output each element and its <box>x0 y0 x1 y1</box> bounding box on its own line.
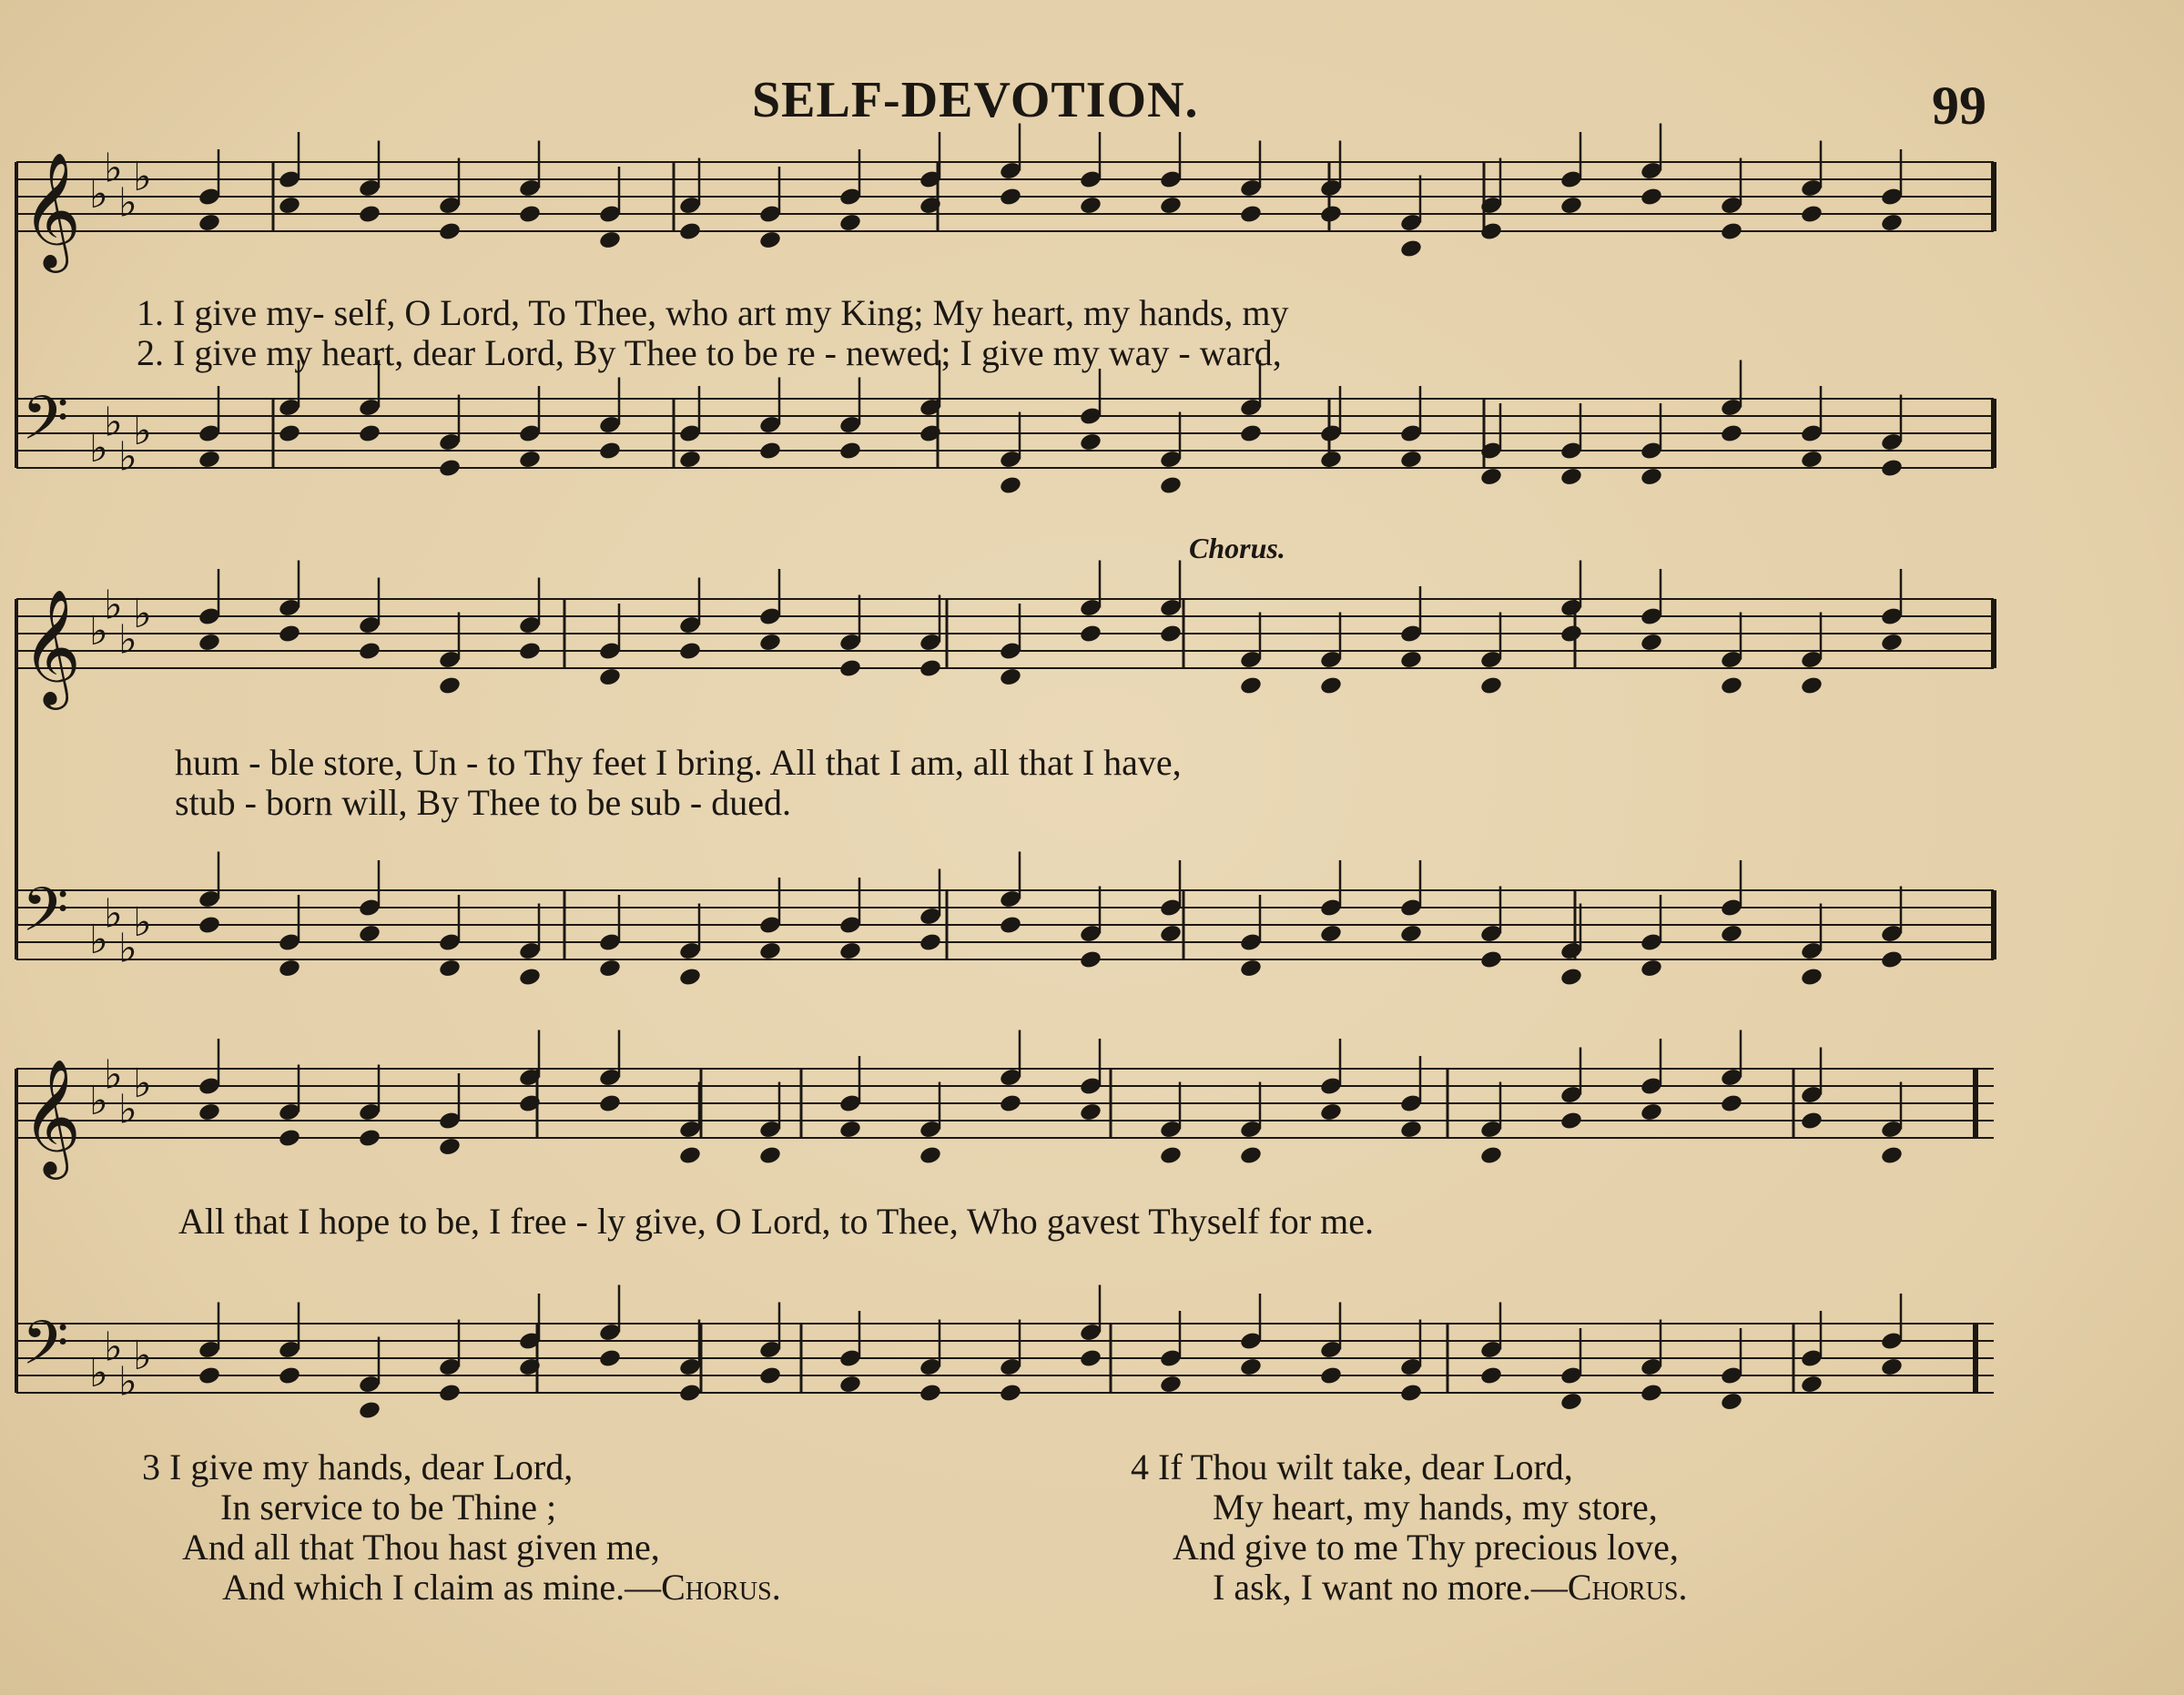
notehead-icon <box>838 212 862 233</box>
notehead-icon <box>1640 1101 1663 1122</box>
treble-clef-icon: 𝄞 <box>22 1058 82 1174</box>
notehead-icon <box>1399 1383 1423 1404</box>
notehead-icon <box>1559 195 1583 216</box>
flat-icon: ♭ <box>104 1051 123 1099</box>
treble-clef-icon: 𝄞 <box>22 151 82 268</box>
notehead-icon <box>278 624 301 645</box>
notehead-icon <box>598 1093 622 1114</box>
notehead-icon <box>1079 624 1102 645</box>
lyric-line-3: All that I hope to be, I free - ly give, O Lord, to Thee, Who gavest Thyself for me. <box>178 1201 1374 1242</box>
notehead-icon <box>198 915 221 936</box>
notehead-icon <box>198 449 221 470</box>
notehead-icon <box>678 221 702 242</box>
flat-icon: ♭ <box>89 1078 108 1124</box>
notehead-icon <box>438 958 462 979</box>
flat-icon: ♭ <box>118 433 137 481</box>
notehead-icon <box>358 1128 381 1149</box>
notehead-icon <box>1720 675 1743 696</box>
notehead-icon <box>999 666 1022 687</box>
treble-staff <box>16 1030 1994 1181</box>
notehead-icon <box>438 1383 462 1404</box>
flat-icon: ♭ <box>133 1061 152 1107</box>
notehead-icon <box>518 641 542 662</box>
notehead-icon <box>1159 923 1183 944</box>
flat-icon: ♭ <box>89 425 108 472</box>
flat-icon: ♭ <box>133 408 152 454</box>
notehead-icon <box>198 1365 221 1386</box>
notehead-icon <box>1159 1374 1183 1395</box>
notehead-icon <box>678 1383 702 1404</box>
notehead-icon <box>278 423 301 444</box>
flat-icon: ♭ <box>118 1086 137 1133</box>
notehead-icon <box>518 449 542 470</box>
notehead-icon <box>919 932 942 953</box>
notehead-icon <box>1640 1383 1663 1404</box>
notehead-icon <box>1720 1391 1743 1412</box>
notehead-icon <box>1880 458 1904 479</box>
notehead-icon <box>1399 449 1423 470</box>
notehead-icon <box>999 915 1022 936</box>
notehead-icon <box>1159 195 1183 216</box>
notehead-icon <box>1319 675 1343 696</box>
notehead-icon <box>1880 632 1904 653</box>
notehead-icon <box>919 1145 942 1166</box>
flat-icon: ♭ <box>89 917 108 963</box>
notehead-icon <box>1720 423 1743 444</box>
verse-3-line-2: In service to be Thine ; <box>220 1487 557 1528</box>
flat-icon: ♭ <box>89 1350 108 1396</box>
notehead-icon <box>1319 204 1343 225</box>
notehead-icon <box>1800 675 1823 696</box>
notehead-icon <box>1479 1145 1503 1166</box>
notehead-icon <box>758 229 782 250</box>
bass-staff <box>16 360 1994 496</box>
notehead-icon <box>1880 1145 1904 1166</box>
verse-3 <box>142 1447 781 1608</box>
notehead-icon <box>598 666 622 687</box>
notehead-icon <box>1399 923 1423 944</box>
flat-icon: ♭ <box>118 1358 137 1406</box>
notehead-icon <box>1399 649 1423 670</box>
notehead-icon <box>278 1128 301 1149</box>
notehead-icon <box>1640 958 1663 979</box>
notehead-icon <box>1079 1101 1102 1122</box>
verse-3-number: 3 <box>142 1446 160 1487</box>
notehead-icon <box>838 1119 862 1140</box>
notehead-icon <box>1880 949 1904 970</box>
notehead-icon <box>1319 1365 1343 1386</box>
notehead-icon <box>1079 1348 1102 1369</box>
notehead-icon <box>1800 449 1823 470</box>
notehead-icon <box>758 1365 782 1386</box>
notehead-icon <box>919 658 942 679</box>
notehead-icon <box>198 632 221 653</box>
notehead-icon <box>1399 1119 1423 1140</box>
notehead-icon <box>358 923 381 944</box>
notehead-icon <box>278 958 301 979</box>
verse-3-line-1: 3 I give my hands, dear Lord, <box>142 1446 574 1487</box>
notehead-icon <box>1239 423 1263 444</box>
notehead-icon <box>518 967 542 988</box>
hymn-title: SELF-DEVOTION. <box>752 72 1199 128</box>
notehead-icon <box>1479 466 1503 487</box>
notehead-icon <box>758 1145 782 1166</box>
notehead-icon <box>919 1383 942 1404</box>
notehead-icon <box>999 475 1022 496</box>
notehead-icon <box>598 441 622 462</box>
notehead-icon <box>1079 949 1102 970</box>
bass-staff <box>16 852 1994 988</box>
verse-4-line-3: And give to me Thy precious love, <box>1173 1527 1679 1568</box>
flat-icon: ♭ <box>118 925 137 972</box>
bass-staff <box>16 1285 1994 1421</box>
notehead-icon <box>1559 1111 1583 1132</box>
flat-icon: ♭ <box>104 145 123 192</box>
notehead-icon <box>758 441 782 462</box>
notehead-icon <box>1559 466 1583 487</box>
notehead-icon <box>1559 1391 1583 1412</box>
notehead-icon <box>1239 675 1263 696</box>
verse-4-line-4: I ask, I want no more.—Chorus. <box>1213 1567 1688 1608</box>
notehead-icon <box>678 641 702 662</box>
notehead-icon <box>598 1348 622 1369</box>
notehead-icon <box>999 187 1022 208</box>
verse-4-line-2: My heart, my hands, my store, <box>1213 1487 1658 1528</box>
notehead-icon <box>1800 967 1823 988</box>
notehead-icon <box>758 632 782 653</box>
lyric-line-2-verse-2: stub - born will, By Thee to be sub - dued. <box>175 782 791 823</box>
lyric-line-1-verse-1: 1. I give my- self, O Lord, To Thee, who art my King; My heart, my hands, my <box>137 292 1289 333</box>
flat-icon: ♭ <box>118 179 137 227</box>
notehead-icon <box>1720 923 1743 944</box>
bass-clef-icon: 𝄢 <box>22 383 69 468</box>
lyric-line-1-verse-2: 2. I give my heart, dear Lord, By Thee to be re - newed; I give my way - ward, <box>137 332 1282 373</box>
chorus-reference: Chorus. <box>1567 1567 1688 1608</box>
notehead-icon <box>1800 204 1823 225</box>
flat-icon: ♭ <box>89 171 108 218</box>
notehead-icon <box>358 423 381 444</box>
notehead-icon <box>1640 632 1663 653</box>
bass-clef-icon: 𝄢 <box>22 875 69 959</box>
verse-4-number: 4 <box>1131 1446 1149 1487</box>
notehead-icon <box>1239 958 1263 979</box>
notehead-icon <box>1720 221 1743 242</box>
music-score-system-3 <box>9 1032 2003 1460</box>
notehead-icon <box>358 204 381 225</box>
notehead-icon <box>1319 1101 1343 1122</box>
notehead-icon <box>838 1374 862 1395</box>
notehead-icon <box>678 967 702 988</box>
notehead-icon <box>1479 949 1503 970</box>
music-system-3 <box>9 1032 2003 1460</box>
notehead-icon <box>438 1136 462 1157</box>
notehead-icon <box>1800 1374 1823 1395</box>
notehead-icon <box>1319 449 1343 470</box>
notehead-icon <box>438 458 462 479</box>
notehead-icon <box>1079 195 1102 216</box>
verse-4 <box>1131 1447 1688 1608</box>
flat-icon: ♭ <box>89 608 108 655</box>
notehead-icon <box>198 1101 221 1122</box>
notehead-icon <box>838 940 862 961</box>
lyric-line-2-verse-1: hum - ble store, Un - to Thy feet I bring. All that I am, all that I have, <box>175 742 1182 783</box>
notehead-icon <box>1159 1145 1183 1166</box>
notehead-icon <box>278 195 301 216</box>
notehead-icon <box>999 1093 1022 1114</box>
notehead-icon <box>1640 466 1663 487</box>
treble-clef-icon: 𝄞 <box>22 588 82 705</box>
notehead-icon <box>278 1365 301 1386</box>
notehead-icon <box>598 229 622 250</box>
verse-3-line-3: And all that Thou hast given me, <box>182 1527 660 1568</box>
flat-icon: ♭ <box>133 154 152 200</box>
notehead-icon <box>1319 923 1343 944</box>
notehead-icon <box>1720 1093 1743 1114</box>
notehead-icon <box>1640 187 1663 208</box>
notehead-icon <box>1880 1356 1904 1377</box>
notehead-icon <box>758 940 782 961</box>
verse-4-line-1: 4 If Thou wilt take, dear Lord, <box>1131 1446 1573 1487</box>
notehead-icon <box>1079 431 1102 452</box>
notehead-icon <box>438 675 462 696</box>
notehead-icon <box>1399 239 1423 259</box>
flat-icon: ♭ <box>133 591 152 637</box>
notehead-icon <box>598 958 622 979</box>
notehead-icon <box>838 658 862 679</box>
notehead-icon <box>1239 1356 1263 1377</box>
notehead-icon <box>678 449 702 470</box>
notehead-icon <box>1159 624 1183 645</box>
notehead-icon <box>518 204 542 225</box>
notehead-icon <box>1159 475 1183 496</box>
notehead-icon <box>438 221 462 242</box>
notehead-icon <box>1559 624 1583 645</box>
notehead-icon <box>358 1400 381 1421</box>
notehead-icon <box>1880 212 1904 233</box>
treble-staff <box>16 561 1994 711</box>
notehead-icon <box>198 212 221 233</box>
bass-clef-icon: 𝄢 <box>22 1308 69 1393</box>
flat-icon: ♭ <box>104 890 123 938</box>
flat-icon: ♭ <box>104 582 123 629</box>
notehead-icon <box>1800 1111 1823 1132</box>
chorus-reference: Chorus. <box>661 1567 781 1608</box>
notehead-icon <box>1479 1365 1503 1386</box>
flat-icon: ♭ <box>133 1333 152 1379</box>
flat-icon: ♭ <box>133 899 152 946</box>
notehead-icon <box>1239 1145 1263 1166</box>
flat-icon: ♭ <box>104 399 123 446</box>
page-number: 99 <box>1932 76 1986 136</box>
notehead-icon <box>999 1383 1022 1404</box>
flat-icon: ♭ <box>104 1324 123 1371</box>
notehead-icon <box>838 441 862 462</box>
notehead-icon <box>678 1145 702 1166</box>
notehead-icon <box>1479 675 1503 696</box>
notehead-icon <box>1559 967 1583 988</box>
notehead-icon <box>1239 204 1263 225</box>
chorus-label: Chorus. <box>1189 532 1285 564</box>
notehead-icon <box>358 641 381 662</box>
verse-3-line-4: And which I claim as mine.—Chorus. <box>222 1567 781 1608</box>
flat-icon: ♭ <box>118 616 137 664</box>
